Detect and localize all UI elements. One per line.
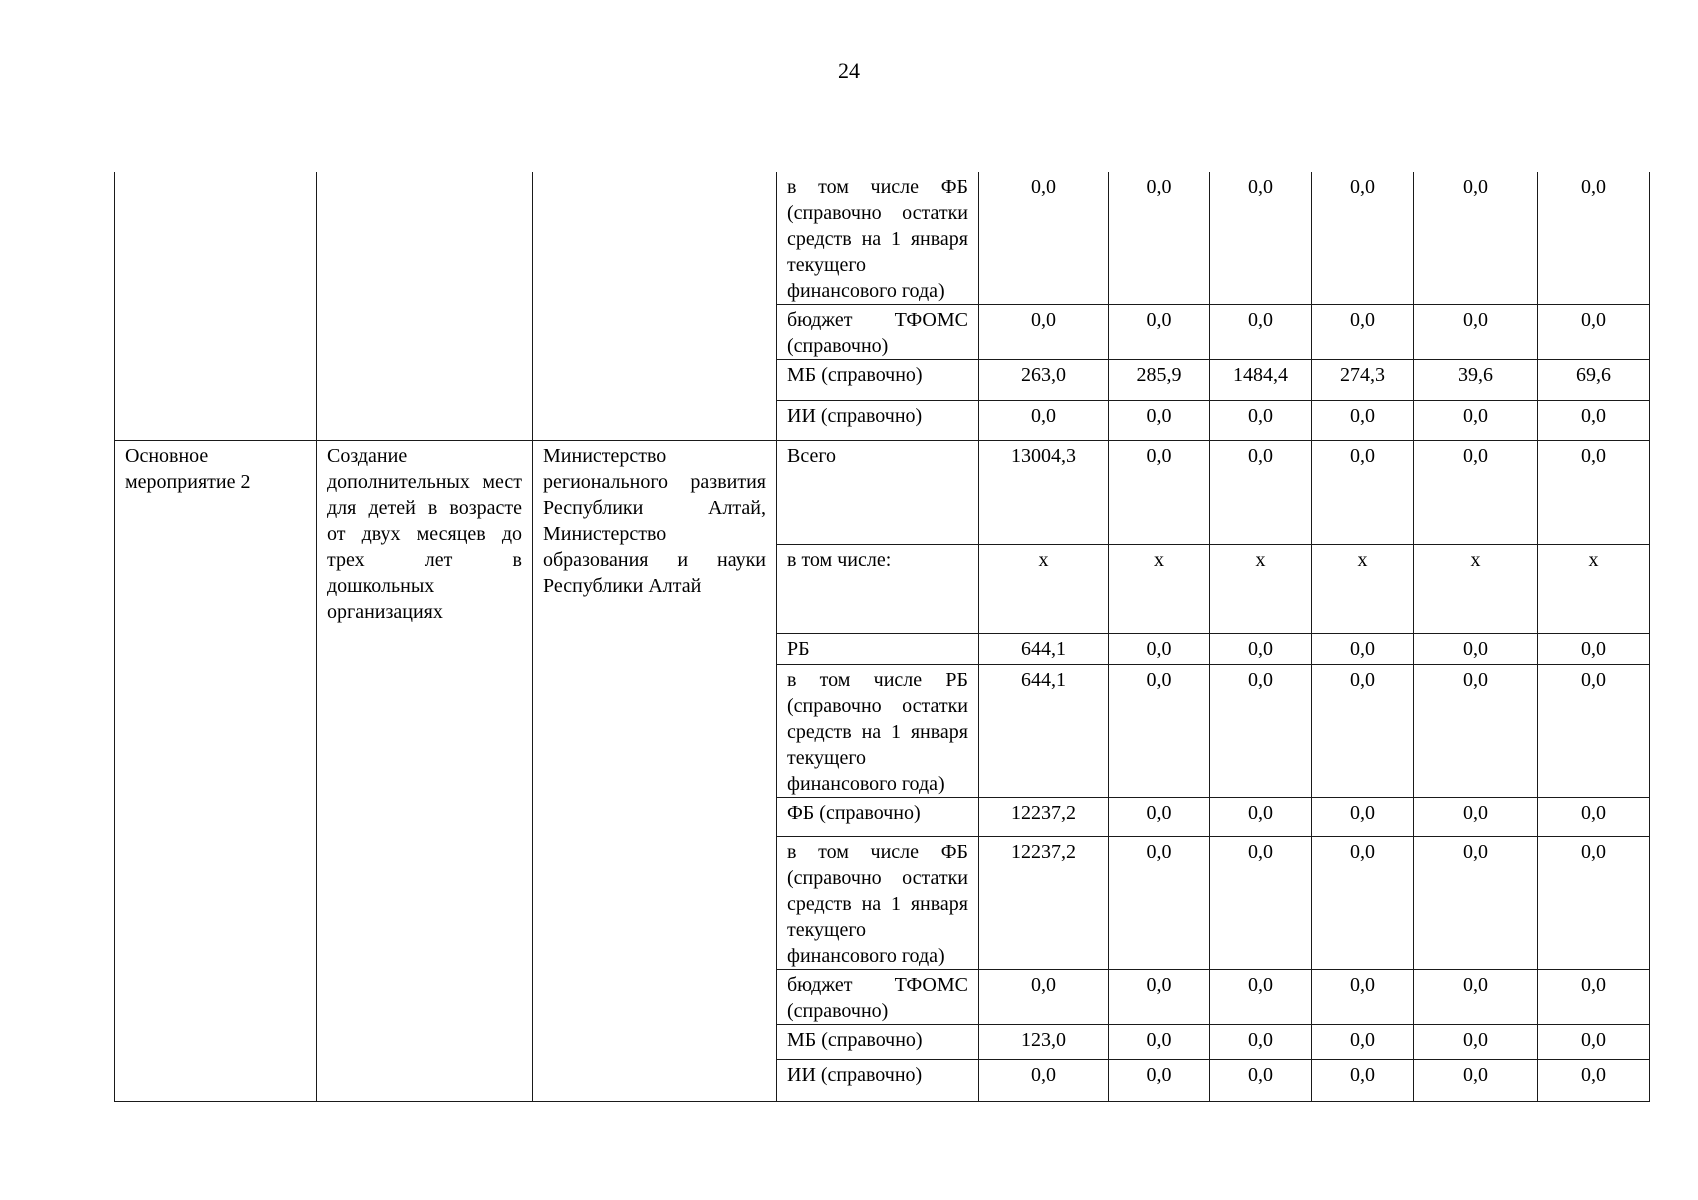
value-cell: 0,0 <box>1538 1060 1650 1102</box>
source-label: бюджет ТФОМС (справочно) <box>777 970 979 1025</box>
executor-cell-empty <box>533 172 777 441</box>
value-cell: 644,1 <box>979 634 1109 665</box>
value-cell: 0,0 <box>1538 634 1650 665</box>
value-cell: 0,0 <box>1312 837 1414 970</box>
value-cell: 0,0 <box>1210 1060 1312 1102</box>
value-cell: 644,1 <box>979 665 1109 798</box>
value-cell: 0,0 <box>1109 441 1210 545</box>
value-cell: 0,0 <box>1538 837 1650 970</box>
value-cell: 0,0 <box>979 305 1109 360</box>
value-cell: 0,0 <box>1538 172 1650 305</box>
value-cell: 0,0 <box>1414 837 1538 970</box>
source-label: бюджет ТФОМС (справочно) <box>777 305 979 360</box>
value-cell: х <box>1109 545 1210 634</box>
value-cell: 0,0 <box>1210 665 1312 798</box>
value-cell: 123,0 <box>979 1025 1109 1060</box>
source-label: ИИ (справочно) <box>777 401 979 441</box>
value-cell: 0,0 <box>1312 305 1414 360</box>
value-cell: 0,0 <box>1414 401 1538 441</box>
value-cell: х <box>1538 545 1650 634</box>
value-cell: 263,0 <box>979 360 1109 401</box>
value-cell: 0,0 <box>1109 970 1210 1025</box>
value-cell: 69,6 <box>1538 360 1650 401</box>
source-label: ИИ (справочно) <box>777 1060 979 1102</box>
description-cell-empty <box>317 172 533 441</box>
value-cell: 0,0 <box>1109 172 1210 305</box>
value-cell: 0,0 <box>1109 665 1210 798</box>
measure-cell-empty <box>115 172 317 441</box>
value-cell: 0,0 <box>1210 1025 1312 1060</box>
source-label: в том числе: <box>777 545 979 634</box>
value-cell: 0,0 <box>1109 798 1210 837</box>
value-cell: 0,0 <box>1312 665 1414 798</box>
table-row <box>115 172 1650 305</box>
value-cell: 0,0 <box>1312 970 1414 1025</box>
value-cell: 0,0 <box>1210 970 1312 1025</box>
value-cell: 13004,3 <box>979 441 1109 545</box>
source-label: ФБ (справочно) <box>777 798 979 837</box>
value-cell: 0,0 <box>1210 401 1312 441</box>
value-cell: 0,0 <box>1538 401 1650 441</box>
value-cell: 0,0 <box>1312 1060 1414 1102</box>
source-label: РБ <box>777 634 979 665</box>
value-cell: х <box>979 545 1109 634</box>
value-cell: 0,0 <box>1312 1025 1414 1060</box>
value-cell: х <box>1414 545 1538 634</box>
value-cell: 0,0 <box>1414 970 1538 1025</box>
value-cell: х <box>1210 545 1312 634</box>
value-cell: 0,0 <box>1414 634 1538 665</box>
value-cell: 0,0 <box>1109 1060 1210 1102</box>
value-cell: 0,0 <box>1538 441 1650 545</box>
source-label: в том числе ФБ (справочно остатки средств на 1 января текущего финансового года) <box>777 837 979 970</box>
value-cell: 0,0 <box>1414 1060 1538 1102</box>
value-cell: 0,0 <box>1414 172 1538 305</box>
value-cell: 0,0 <box>1109 634 1210 665</box>
value-cell: 0,0 <box>1312 441 1414 545</box>
value-cell: 0,0 <box>1538 798 1650 837</box>
value-cell: 0,0 <box>1210 634 1312 665</box>
value-cell: 0,0 <box>979 172 1109 305</box>
value-cell: 0,0 <box>1109 837 1210 970</box>
value-cell: 12237,2 <box>979 798 1109 837</box>
value-cell: 0,0 <box>1312 634 1414 665</box>
table-row <box>115 441 1650 545</box>
value-cell: 0,0 <box>1414 798 1538 837</box>
value-cell: 0,0 <box>1414 441 1538 545</box>
value-cell: 0,0 <box>1312 798 1414 837</box>
value-cell: 0,0 <box>1210 837 1312 970</box>
value-cell: 0,0 <box>1109 305 1210 360</box>
value-cell: 12237,2 <box>979 837 1109 970</box>
executor-name: Министерство регионального развития Республики Алтай, Министерство образования и науки Республики Алтай <box>533 441 777 1102</box>
funding-table <box>114 172 1650 1102</box>
value-cell: 0,0 <box>1210 798 1312 837</box>
source-label: МБ (справочно) <box>777 360 979 401</box>
value-cell: 0,0 <box>979 970 1109 1025</box>
value-cell: 0,0 <box>1538 665 1650 798</box>
value-cell: 0,0 <box>979 1060 1109 1102</box>
value-cell: 0,0 <box>1210 441 1312 545</box>
value-cell: 285,9 <box>1109 360 1210 401</box>
value-cell: 0,0 <box>1538 1025 1650 1060</box>
value-cell: 0,0 <box>1414 665 1538 798</box>
value-cell: 0,0 <box>1109 1025 1210 1060</box>
value-cell: 0,0 <box>1109 401 1210 441</box>
value-cell: 0,0 <box>1312 401 1414 441</box>
measure-name: Основное мероприятие 2 <box>115 441 317 1102</box>
value-cell: 0,0 <box>1210 172 1312 305</box>
value-cell: 0,0 <box>1538 305 1650 360</box>
page-number: 24 <box>838 58 860 83</box>
value-cell: 0,0 <box>1414 1025 1538 1060</box>
source-label: Всего <box>777 441 979 545</box>
source-label: в том числе ФБ (справочно остатки средств на 1 января текущего финансового года) <box>777 172 979 305</box>
value-cell: 0,0 <box>979 401 1109 441</box>
source-label: в том числе РБ (справочно остатки средств на 1 января текущего финансового года) <box>777 665 979 798</box>
value-cell: 274,3 <box>1312 360 1414 401</box>
table-body <box>115 172 1650 1102</box>
value-cell: х <box>1312 545 1414 634</box>
value-cell: 0,0 <box>1210 305 1312 360</box>
value-cell: 0,0 <box>1312 172 1414 305</box>
value-cell: 0,0 <box>1538 970 1650 1025</box>
value-cell: 0,0 <box>1414 305 1538 360</box>
source-label: МБ (справочно) <box>777 1025 979 1060</box>
measure-description: Создание дополнительных мест для детей в возрасте от двух месяцев до трех лет в дошкольных организациях <box>317 441 533 1102</box>
value-cell: 1484,4 <box>1210 360 1312 401</box>
value-cell: 39,6 <box>1414 360 1538 401</box>
